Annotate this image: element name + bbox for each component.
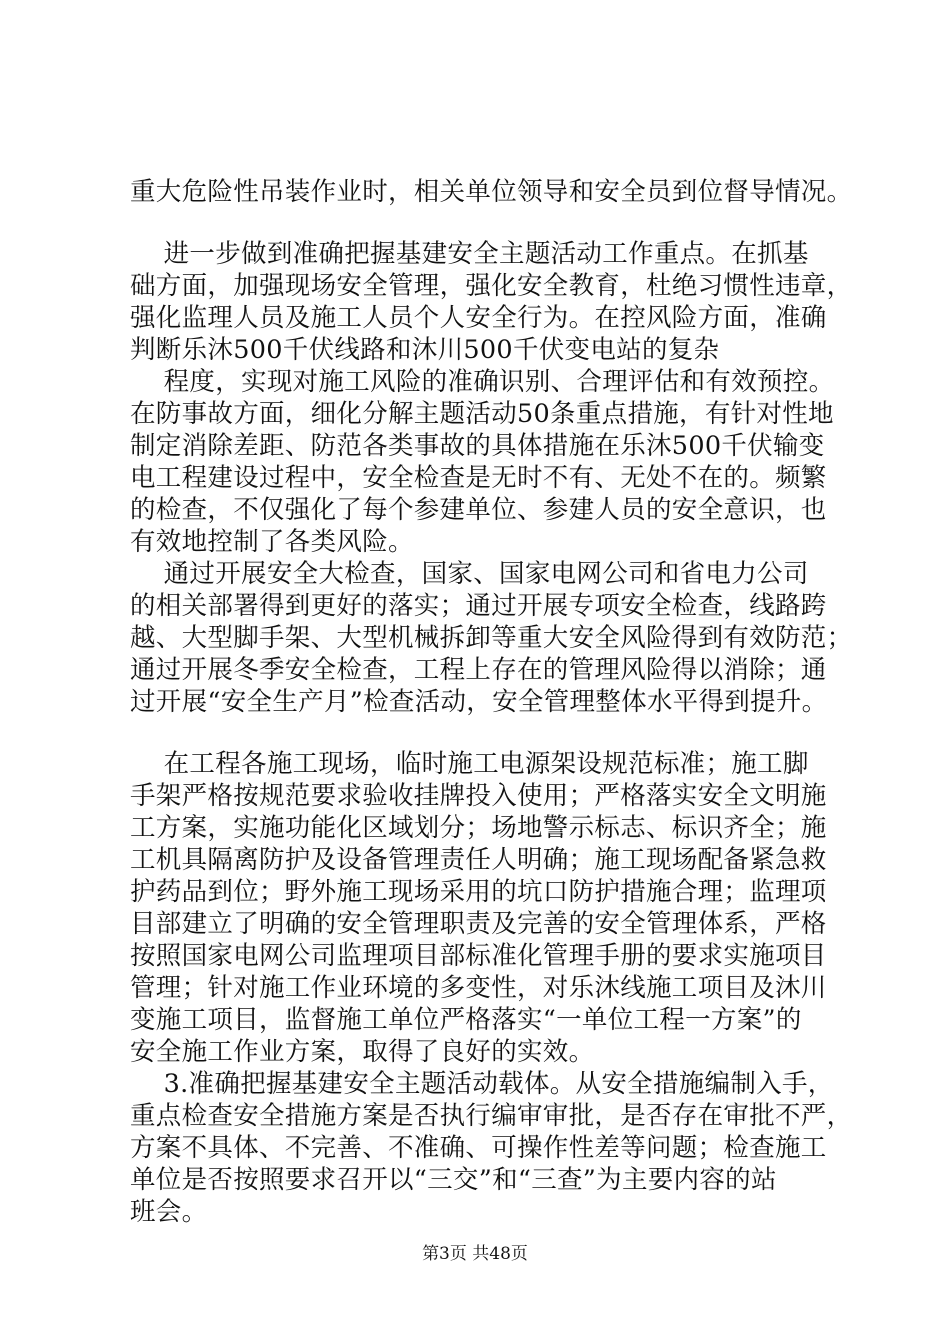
- text-line: 有效地控制了各类风险。: [130, 527, 414, 557]
- text-line: 重大危险性吊装作业时，相关单位领导和安全员到位督导情况。: [130, 177, 853, 207]
- text-line: 单位是否按照要求召开以“三交”和“三查”为主要内容的站: [130, 1165, 777, 1195]
- text-line: 重点检查安全措施方案是否执行编审审批，是否存在审批不严，: [130, 1101, 853, 1131]
- text-line: 手架严格按规范要求验收挂牌投入使用；严格落实安全文明施: [130, 781, 827, 811]
- text-line: 3.准确把握基建安全主题活动载体。从安全措施编制入手，: [130, 1069, 834, 1099]
- text-line: 目部建立了明确的安全管理职责及完善的安全管理体系，严格: [130, 909, 827, 939]
- text-line: 通过开展冬季安全检查，工程上存在的管理风险得以消除；通: [130, 655, 827, 685]
- text-line: 程度，实现对施工风险的准确识别、合理评估和有效预控。: [130, 367, 835, 397]
- text-line: 制定消除差距、防范各类事故的具体措施在乐沐500千伏输变: [130, 431, 825, 461]
- text-line: 的检查，不仅强化了每个参建单位、参建人员的安全意识，也: [130, 495, 827, 525]
- text-line: 管理；针对施工作业环境的多变性，对乐沐线施工项目及沐川: [130, 973, 827, 1003]
- text-line: 在工程各施工现场，临时施工电源架设规范标准；施工脚: [130, 749, 809, 779]
- text-line: 判断乐沐500千伏线路和沐川500千伏变电站的复杂: [130, 335, 720, 365]
- text-line: 强化监理人员及施工人员个人安全行为。在控风险方面，准确: [130, 303, 827, 333]
- text-line: 工方案，实施功能化区域划分；场地警示标志、标识齐全；施: [130, 813, 827, 843]
- text-line: 在防事故方面，细化分解主题活动50条重点措施，有针对性地: [130, 399, 834, 429]
- text-line: 础方面，加强现场安全管理，强化安全教育，杜绝习惯性违章，: [130, 271, 853, 301]
- text-line: 工机具隔离防护及设备管理责任人明确；施工现场配备紧急救: [130, 845, 827, 875]
- text-line: 通过开展安全大检查，国家、国家电网公司和省电力公司: [130, 559, 809, 589]
- text-line: 按照国家电网公司监理项目部标准化管理手册的要求实施项目: [130, 941, 827, 971]
- text-line: 电工程建设过程中，安全检查是无时不有、无处不在的。频繁: [130, 463, 827, 493]
- text-line: 的相关部署得到更好的落实；通过开展专项安全检查，线路跨: [130, 591, 827, 621]
- text-line: 越、大型脚手架、大型机械拆卸等重大安全风险得到有效防范；: [130, 623, 853, 653]
- text-line: 进一步做到准确把握基建安全主题活动工作重点。在抓基: [130, 239, 809, 269]
- text-line: 护药品到位；野外施工现场采用的坑口防护措施合理；监理项: [130, 877, 827, 907]
- text-line: 方案不具体、不完善、不准确、可操作性差等问题；检查施工: [130, 1133, 827, 1163]
- text-line: 安全施工作业方案，取得了良好的实效。: [130, 1037, 595, 1067]
- text-line: 班会。: [130, 1197, 208, 1227]
- page-footer: 第3页 共48页: [422, 1244, 528, 1264]
- text-line: 过开展“安全生产月”检查活动，安全管理整体水平得到提升。: [130, 687, 828, 717]
- text-line: 变施工项目，监督施工单位严格落实“一单位工程一方案”的: [130, 1005, 802, 1035]
